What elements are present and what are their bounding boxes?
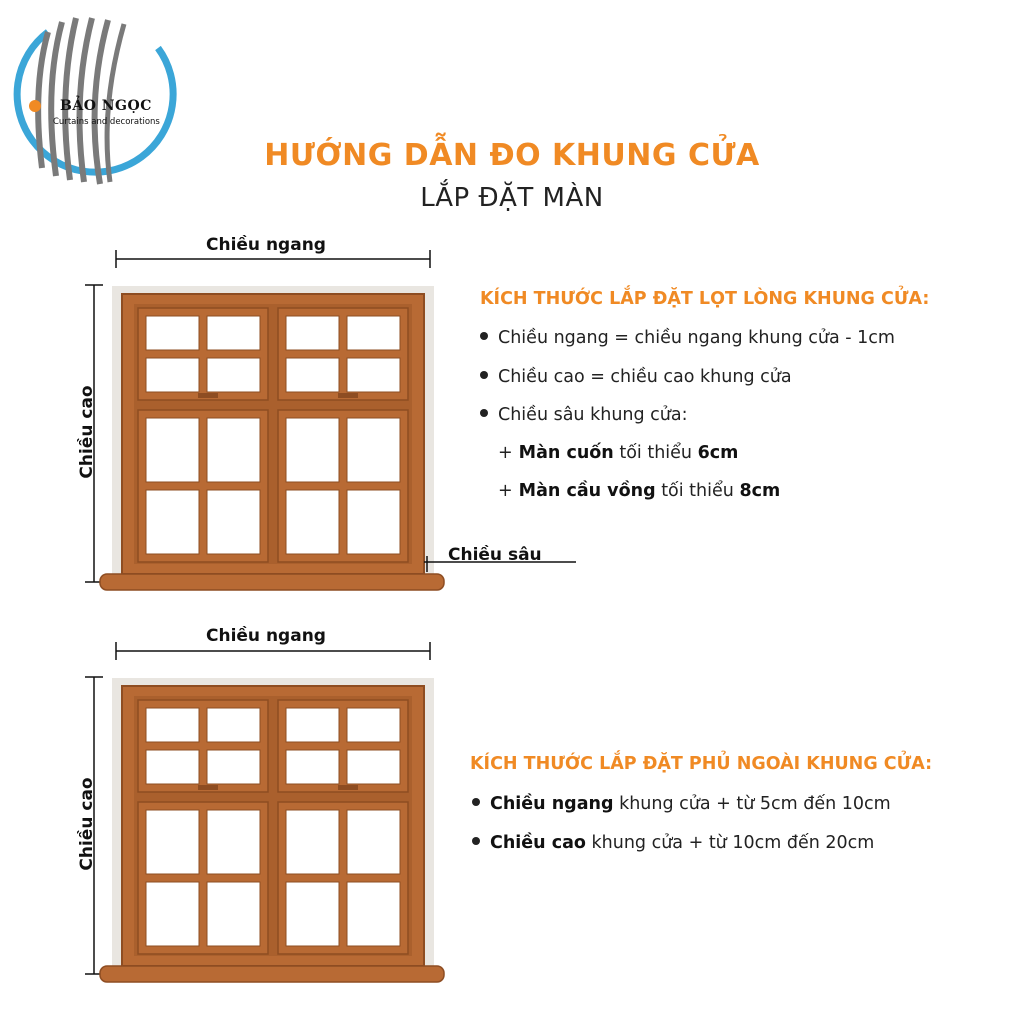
glass-pane	[207, 418, 260, 482]
window-sill	[100, 966, 444, 982]
outside-section-heading: KÍCH THƯỚC LẮP ĐẶT PHỦ NGOÀI KHUNG CỬA:	[470, 754, 933, 774]
glass-pane	[347, 490, 400, 554]
bullet-dot-icon	[480, 332, 488, 340]
glass-pane	[146, 490, 199, 554]
inside-section-heading: KÍCH THƯỚC LẮP ĐẶT LỌT LÒNG KHUNG CỬA:	[480, 289, 930, 309]
list-item: Chiều ngang khung cửa + từ 5cm đến 10cm	[472, 794, 891, 814]
glass-pane	[146, 418, 199, 482]
page-subtitle: LẮP ĐẶT MÀN	[420, 183, 604, 213]
glass-pane	[347, 810, 400, 874]
brand-tagline: Curtains and decorations	[53, 117, 160, 127]
glass-pane	[347, 708, 400, 742]
glass-pane	[286, 490, 339, 554]
glass-pane	[347, 418, 400, 482]
width-label-2: Chiều ngang	[206, 626, 326, 646]
glass-pane	[146, 810, 199, 874]
list-item: Chiều cao = chiều cao khung cửa	[480, 367, 792, 387]
bullet-dot-icon	[480, 409, 488, 417]
glass-pane	[207, 358, 260, 392]
latch-handle	[338, 393, 358, 398]
glass-pane	[207, 810, 260, 874]
glass-pane	[347, 358, 400, 392]
latch-handle	[338, 785, 358, 790]
bullet-dot-icon	[472, 798, 480, 806]
glass-pane	[347, 750, 400, 784]
latch-handle	[198, 393, 218, 398]
glass-pane	[207, 316, 260, 350]
glass-pane	[286, 810, 339, 874]
bullet-dot-icon	[480, 371, 488, 379]
glass-pane	[146, 708, 199, 742]
depth-label: Chiều sâu	[448, 545, 542, 565]
glass-pane	[207, 882, 260, 946]
glass-pane	[286, 358, 339, 392]
glass-pane	[347, 316, 400, 350]
list-item: Chiều cao khung cửa + từ 10cm đến 20cm	[472, 833, 874, 853]
glass-pane	[146, 750, 199, 784]
glass-pane	[146, 316, 199, 350]
glass-pane	[286, 750, 339, 784]
width-label-1: Chiều ngang	[206, 235, 326, 255]
window-sill	[100, 574, 444, 590]
glass-pane	[347, 882, 400, 946]
sub-list-item: + Màn cầu vồng tối thiểu 8cm	[498, 481, 781, 501]
bullet-dot-icon	[472, 837, 480, 845]
glass-pane	[207, 750, 260, 784]
page-title: HƯỚNG DẪN ĐO KHUNG CỬA	[264, 138, 760, 173]
list-item: Chiều sâu khung cửa:	[480, 405, 688, 425]
sub-list-item: + Màn cuốn tối thiểu 6cm	[498, 443, 739, 463]
height-label-2: Chiều cao	[77, 777, 97, 871]
glass-pane	[286, 708, 339, 742]
glass-pane	[207, 490, 260, 554]
glass-pane	[146, 882, 199, 946]
brand-name: BẢO NGỌC	[60, 98, 152, 114]
height-label-1: Chiều cao	[77, 385, 97, 479]
glass-pane	[146, 358, 199, 392]
latch-handle	[198, 785, 218, 790]
glass-pane	[286, 418, 339, 482]
glass-pane	[207, 708, 260, 742]
list-item: Chiều ngang = chiều ngang khung cửa - 1cm	[480, 328, 895, 348]
glass-pane	[286, 882, 339, 946]
glass-pane	[286, 316, 339, 350]
